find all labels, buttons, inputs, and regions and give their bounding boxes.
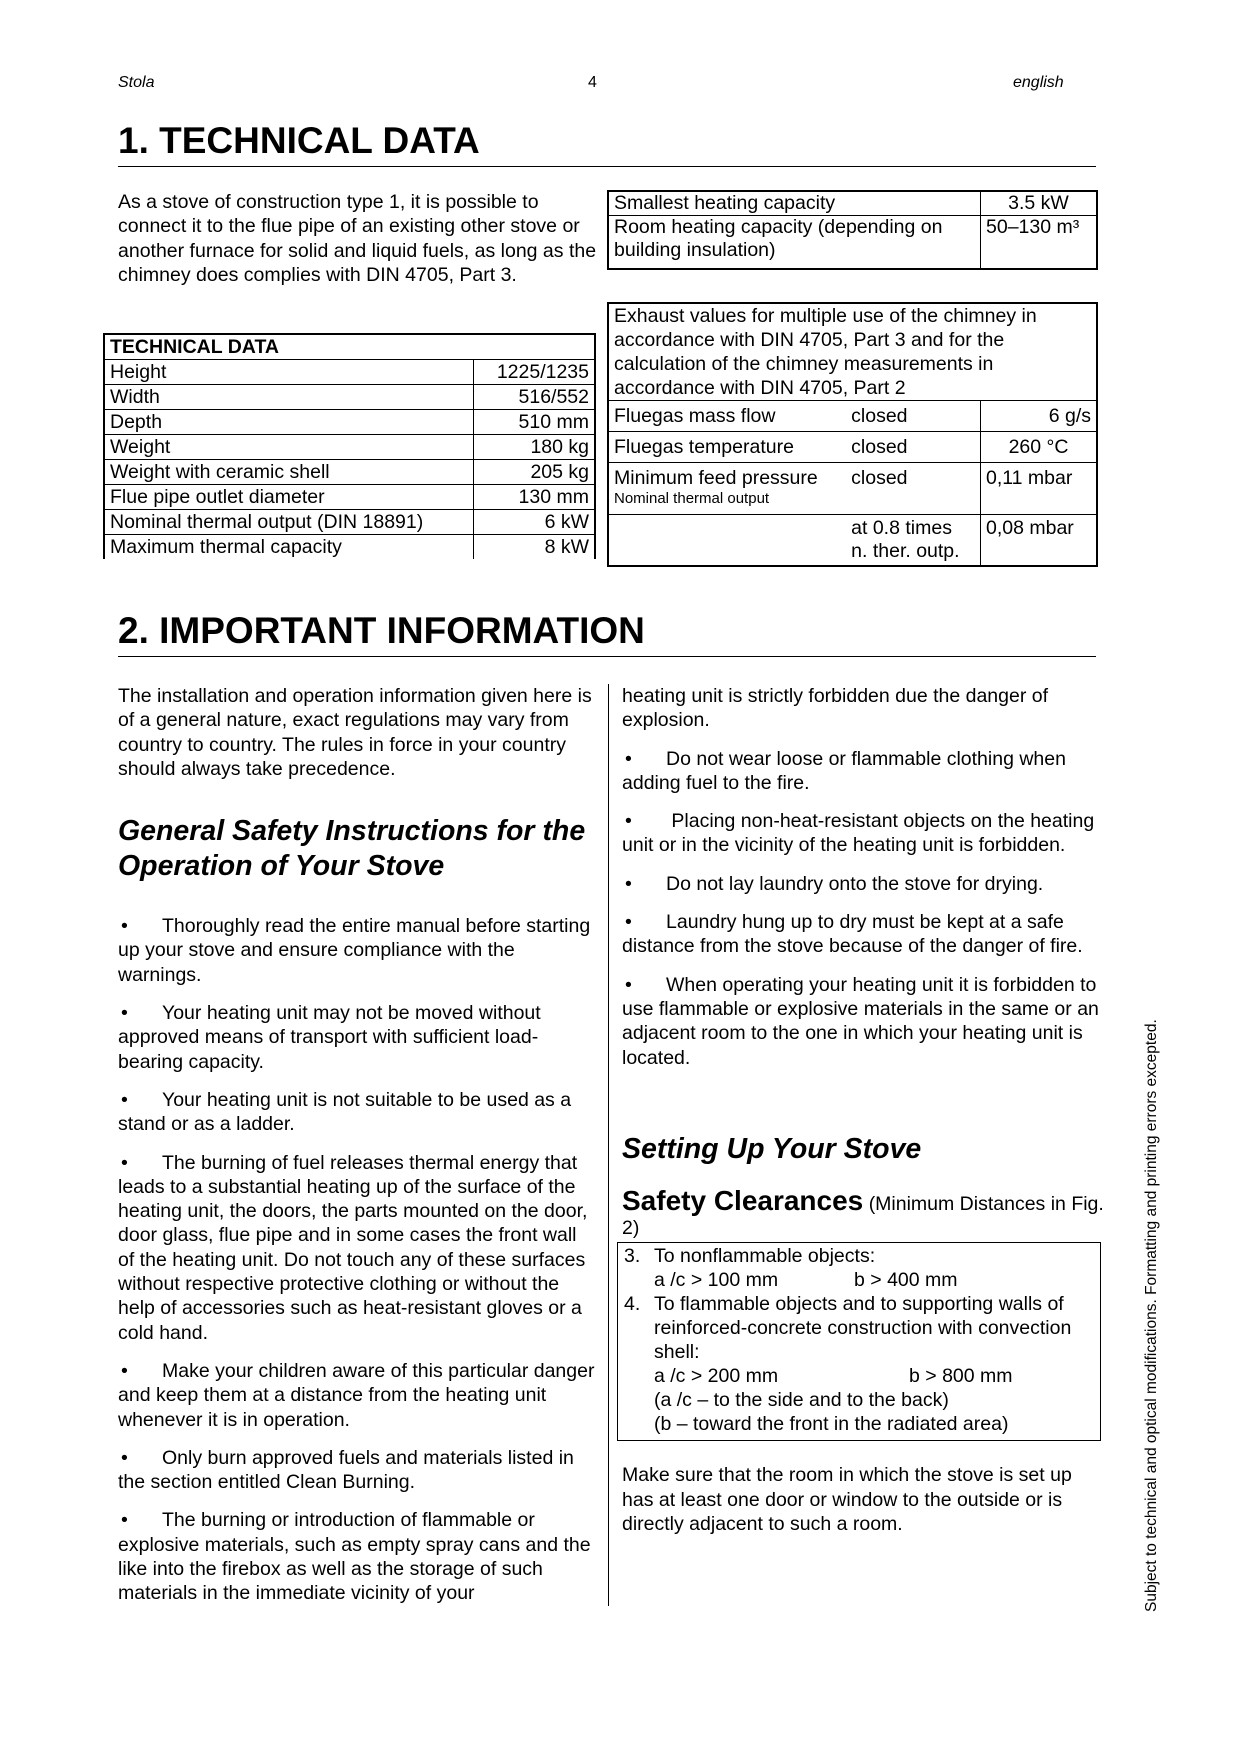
- continuation-text: heating unit is strictly forbidden due the danger of explosion.: [622, 685, 1049, 732]
- clearances-title: Safety Clearances (Minimum Distances in Fig. 2): [622, 1184, 1104, 1240]
- table-row: Room heating capacity (depending on building insulation) 50–130 m³: [609, 216, 1096, 269]
- table-row: Flue pipe outlet diameter 130 mm: [105, 485, 594, 510]
- page-number: 4: [588, 74, 597, 91]
- section2-intro: The installation and operation information given here is of a general nature, exact regulations may vary from country to country. The rules in force in your country should always take precedence.: [118, 685, 592, 780]
- list-item: • Placing non-heat-resistant objects on the heating unit or in the vicinity of the heating unit is forbidden.: [622, 810, 1095, 857]
- table-row: Minimum feed pressure Nominal thermal output closed 0,11 mbar: [609, 463, 1096, 515]
- tech-table-title: TECHNICAL DATA: [105, 335, 594, 360]
- column-divider: [608, 684, 609, 1606]
- capacity-table: [607, 190, 1098, 270]
- list-item: • Only burn approved fuels and materials listed in the section entitled Clean Burning.: [118, 1446, 574, 1494]
- safety-heading: General Safety Instructions for the Operation of Your Stove: [118, 815, 586, 883]
- setup-heading: Setting Up Your Stove: [622, 1132, 922, 1165]
- list-item: • Do not wear loose or flammable clothing when adding fuel to the fire.: [622, 747, 1066, 794]
- header-right: english: [1013, 74, 1064, 91]
- exhaust-title: Exhaust values for multiple use of the chimney in accordance with DIN 4705, Part 3 and for the calculation of the chimney measurements in accordance with DIN 4705, Part 2: [609, 304, 1096, 401]
- section2-title: 2. IMPORTANT INFORMATION: [118, 610, 1096, 657]
- header-left: Stola: [118, 74, 155, 91]
- left-column: [118, 684, 596, 1620]
- list-item: • The burning or introduction of flammable or explosive materials, such as empty spray cans and the like into the firebox as well as the storage of such materials in the immediate vicinity of your: [118, 1509, 591, 1605]
- list-item: • Make your children aware of this particular danger and keep them at a distance from the heating unit whenever it is in operation.: [118, 1359, 595, 1431]
- list-item: • Your heating unit is not suitable to be used as a stand or as a ladder.: [118, 1088, 572, 1136]
- table-row: Weight with ceramic shell 205 kg: [105, 460, 594, 485]
- table-row: Fluegas mass flow closed 6 g/s: [609, 401, 1096, 432]
- list-item: • When operating your heating unit it is forbidden to use flammable or explosive materials in the same or an adjacent room to the one in which your heating unit is located.: [622, 973, 1099, 1069]
- table-row: Weight 180 kg: [105, 435, 594, 460]
- final-note: Make sure that the room in which the stove is set up has at least one door or window to the outside or is directly adjacent to such a room.: [622, 1464, 1072, 1536]
- section1-intro: As a stove of construction type 1, it is possible to connect it to the flue pipe of an existing other stove or another furnace for solid and liquid fuels, as long as the chimney does complies with DIN 4705, Part 3.: [118, 191, 597, 286]
- table-row: Fluegas temperature closed 260 °C: [609, 432, 1096, 463]
- section1-title: 1. TECHNICAL DATA: [118, 120, 1096, 167]
- table-row: Smallest heating capacity 3.5 kW: [609, 192, 1096, 216]
- table-row: Height 1225/1235: [105, 360, 594, 385]
- list-item: • Laundry hung up to dry must be kept at a safe distance from the stove because of the danger of fire.: [622, 911, 1083, 958]
- table-row: Maximum thermal capacity 8 kW: [105, 535, 594, 560]
- side-note: Subject to technical and optical modifications. Formatting and printing errors excepted.: [1143, 1019, 1160, 1612]
- exhaust-table: [607, 302, 1098, 567]
- list-item: • Your heating unit may not be moved without approved means of transport with sufficient load-bearing capacity.: [118, 1002, 541, 1073]
- right-column: [622, 684, 1104, 1536]
- table-row: at 0.8 times n. ther. outp. 0,08 mbar: [609, 515, 1096, 566]
- list-item: • Do not lay laundry onto the stove for drying.: [625, 872, 1044, 895]
- table-row: Width 516/552: [105, 385, 594, 410]
- list-item: • Thoroughly read the entire manual before starting up your stove and ensure compliance with the warnings.: [118, 915, 591, 986]
- technical-data-table: [103, 333, 596, 559]
- list-item: • The burning of fuel releases thermal energy that leads to a substantial heating up of the surface of the heating unit, the doors, the parts mounted on the door, door glass, flue pipe and in some cases the front wall of the heating unit. Do not touch any of these surfaces without respective protective clothing or without the help of accessories such as heat-resistant gloves or a cold hand.: [118, 1151, 588, 1344]
- table-row: Depth 510 mm: [105, 410, 594, 435]
- clearances-box: 3. To nonflammable objects: a /c > 100 mm b > 400 mm 4. To flammable objects and to supporting walls of reinforced-concrete construction with convection shell: a /c > 200 mm b > 800 mm (a /c – to the side and to the back) (b – toward the front in the radiated area): [617, 1242, 1101, 1441]
- table-row: Nominal thermal output (DIN 18891) 6 kW: [105, 510, 594, 535]
